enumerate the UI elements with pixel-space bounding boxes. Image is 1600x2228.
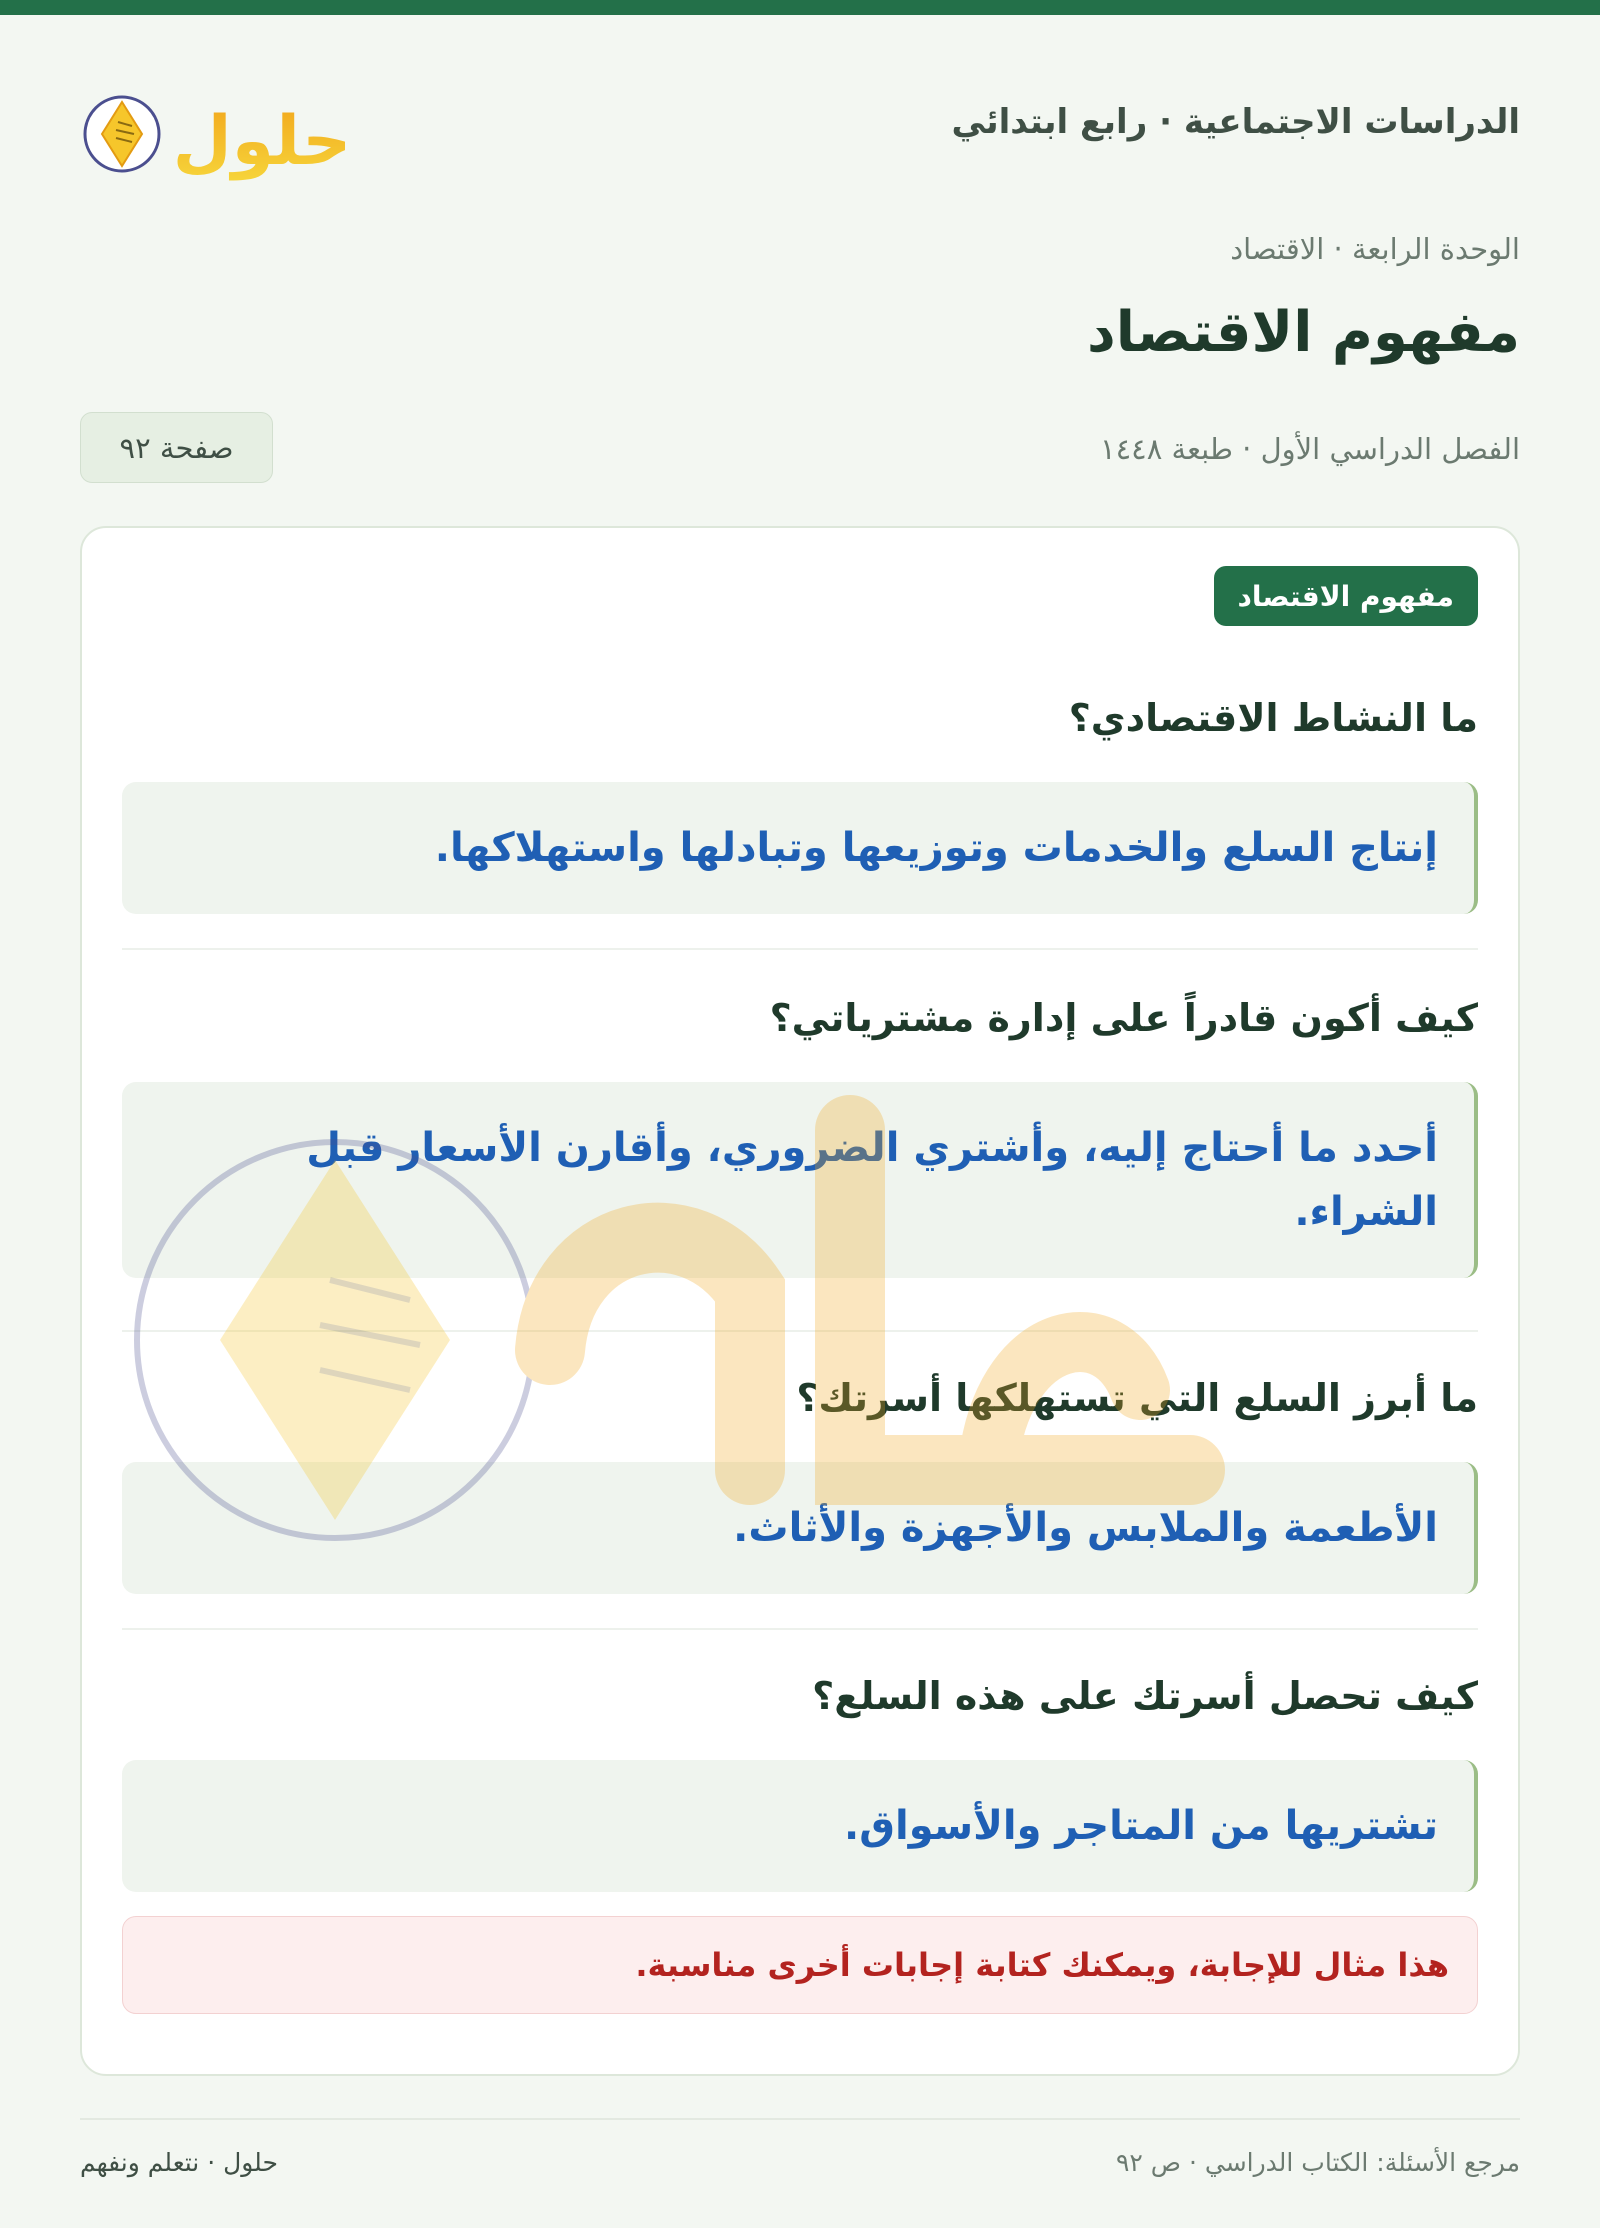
answer-box: الأطعمة والملابس والأجهزة والأثاث. — [122, 1462, 1478, 1594]
qa-card — [80, 526, 1520, 2076]
page-header — [80, 72, 1520, 192]
footer-reference: مرجع الأسئلة: الكتاب الدراسي · ص ٩٢ — [1115, 2148, 1520, 2177]
divider — [122, 1628, 1478, 1630]
divider — [122, 1330, 1478, 1332]
divider — [122, 948, 1478, 950]
answer-box: إنتاج السلع والخدمات وتوزيعها وتبادلها واستهلاكها. — [122, 782, 1478, 914]
top-accent-bar — [0, 0, 1600, 15]
question-text: كيف تحصل أسرتك على هذه السلع؟ — [812, 1674, 1478, 1718]
question-text: ما النشاط الاقتصادي؟ — [1068, 696, 1478, 740]
question-text: كيف أكون قادراً على إدارة مشترياتي؟ — [769, 996, 1478, 1040]
footer-divider — [80, 2118, 1520, 2120]
question-text: ما أبرز السلع التي تستهلكها أسرتك؟ — [796, 1376, 1478, 1420]
qa-item — [122, 988, 1478, 1278]
logo-text: حلول — [172, 102, 352, 181]
site-logo[interactable] — [80, 82, 370, 182]
logo-wordmark-graphic — [80, 82, 370, 182]
answer-box: تشتريها من المتاجر والأسواق. — [122, 1760, 1478, 1892]
qa-item — [122, 1368, 1478, 1594]
semester-label: الفصل الدراسي الأول · طبعة ١٤٤٨ — [1100, 432, 1520, 466]
qa-item — [122, 688, 1478, 914]
lesson-title: مفهوم الاقتصاد — [1087, 300, 1520, 365]
disclaimer-note: هذا مثال للإجابة، ويمكنك كتابة إجابات أخرى مناسبة. — [122, 1916, 1478, 2014]
unit-label: الوحدة الرابعة · الاقتصاد — [1230, 232, 1520, 266]
subject-title: الدراسات الاجتماعية · رابع ابتدائي — [951, 102, 1520, 142]
page-number-badge: صفحة ٩٢ — [80, 412, 273, 483]
section-tag: مفهوم الاقتصاد — [1214, 566, 1478, 626]
footer-brand[interactable]: حلول · نتعلم ونفهم — [80, 2148, 278, 2177]
answer-box: أحدد ما أحتاج إليه، وأشتري الضروري، وأقارن الأسعار قبل الشراء. — [122, 1082, 1478, 1278]
qa-item — [122, 1666, 1478, 1892]
